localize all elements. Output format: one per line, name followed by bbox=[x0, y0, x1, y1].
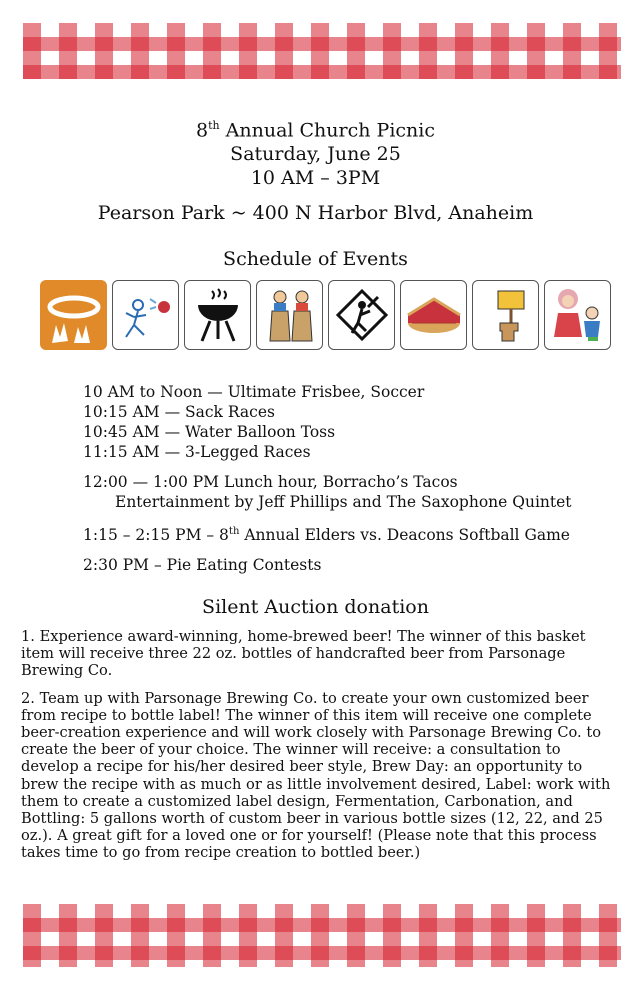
event-title: 8th Annual Church Picnic bbox=[196, 119, 435, 142]
gingham-border-top bbox=[23, 23, 621, 79]
event-header bbox=[0, 114, 631, 190]
grill-icon bbox=[184, 280, 251, 350]
water-balloon-icon bbox=[112, 280, 179, 350]
event-item: 12:00 — 1:00 PM Lunch hour, Borracho’s Tacos bbox=[83, 473, 458, 491]
activity-icons bbox=[40, 280, 620, 352]
gingham-border-bottom bbox=[23, 904, 621, 967]
event-item: 10:15 AM — Sack Races bbox=[83, 403, 275, 421]
event-item: 10 AM to Noon — Ultimate Frisbee, Soccer bbox=[83, 383, 425, 401]
event-item: Entertainment by Jeff Phillips and The Saxophone Quintet bbox=[115, 493, 572, 511]
softball-icon bbox=[328, 280, 395, 350]
event-date: Saturday, June 25 bbox=[230, 143, 401, 166]
family-icon bbox=[544, 280, 611, 350]
event-schedule bbox=[83, 382, 572, 575]
auction-paddle-icon bbox=[472, 280, 539, 350]
schedule-title: Schedule of Events bbox=[223, 248, 408, 270]
auction-title: Silent Auction donation bbox=[202, 596, 429, 618]
auction-items bbox=[21, 628, 621, 872]
event-item: 1:15 – 2:15 PM – 8th Annual Elders vs. Deacons Softball Game bbox=[83, 526, 570, 545]
frisbee-icon bbox=[40, 280, 107, 350]
event-item: 11:15 AM — 3-Legged Races bbox=[83, 443, 311, 461]
pie-icon bbox=[400, 280, 467, 350]
sack-race-icon bbox=[256, 280, 323, 350]
event-item: 10:45 AM — Water Balloon Toss bbox=[83, 423, 336, 441]
auction-item: 1. Experience award-winning, home-brewed beer! The winner of this basket item will receive three 22 oz. bottles of handcrafted beer from Parsonage Brewing Co. bbox=[21, 628, 586, 680]
auction-item: 2. Team up with Parsonage Brewing Co. to create your own customized beer from recipe to bottle label! The winner of this item will receive one complete beer-creation experience and will work closely with Parsonage Brewing Co. to create the beer of your choice. The winner will receive: a consultation to develop a recipe for his/her desired beer style, Brew Day: an opportunity to brew the recipe with as much or as little involvement desired, Label: work with them to create a customized label design, Fermentation, Carbonation, and Bottling: 5 gallons worth of custom beer in various bottle sizes (12, 22, and 25 oz.). A great gift for a loved one or for yourself! (Please note that this process takes time to go from recipe creation to bottled beer.) bbox=[21, 689, 611, 862]
event-item: 2:30 PM – Pie Eating Contests bbox=[83, 556, 322, 575]
event-time: 10 AM – 3PM bbox=[250, 167, 381, 190]
event-location: Pearson Park ~ 400 N Harbor Blvd, Anaheim bbox=[97, 202, 534, 224]
